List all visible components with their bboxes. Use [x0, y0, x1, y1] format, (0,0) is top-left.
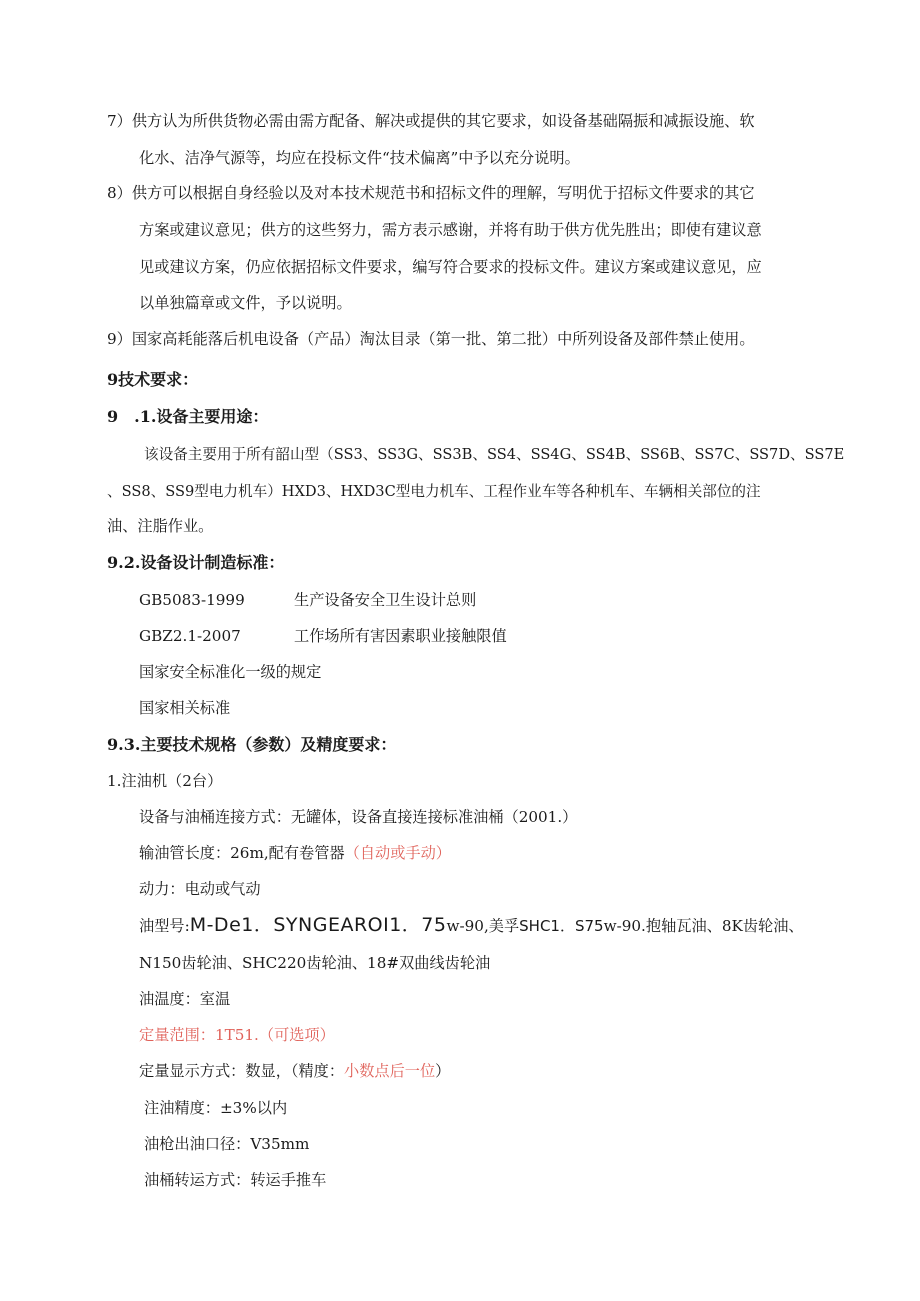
item-8-line-1: 8）供方可以根据自身经验以及对本技术规范书和招标文件的理解，写明优于招标文件要求的其它	[107, 184, 755, 202]
section-9-title: 9技术要求：	[107, 370, 199, 389]
oil-model-1: M-De1．SYNGEAROI1．75	[189, 914, 447, 936]
oil-grade-2: w-90.抱轴瓦油、8K齿轮油、	[603, 917, 804, 935]
spec-power: 动力：电动或气动	[139, 880, 261, 898]
spec-pipe-text: 输油管长度：26m,配有卷管器	[139, 844, 345, 862]
usage-line-2: 、SS8、SS9型电力机车）HXD3、HXD3C型电力机车、工程作业车等各种机车、车辆相关部位的注	[107, 483, 761, 500]
oil-model-2: SHC1．S75	[519, 917, 604, 935]
spec-accuracy: 注油精度：±3%以内	[144, 1099, 288, 1117]
standard-code: GBZ2.1-2007	[139, 627, 241, 645]
spec-pipe-length	[139, 843, 451, 863]
item-7-line-1: 7）供方认为所供货物必需由需方配备、解决或提供的其它要求，如设备基础隔振和减振设施、软	[107, 112, 755, 130]
oil-label: 油型号:	[139, 917, 190, 935]
spec-nozzle: 油枪出油口径：V35mm	[144, 1135, 310, 1153]
usage-line-1: 该设备主要用于所有韶山型（SS3、SS3G、SS3B、SS4、SS4G、SS4B、SS6B、SS7C、SS7D、SS7E	[144, 446, 845, 463]
display-mode-end: ）	[435, 1062, 451, 1080]
item-8-line-3: 见或建议方案，仍应依据招标文件要求，编写符合要求的投标文件。建议方案或建议意见，应	[139, 258, 762, 276]
standard-code: GB5083-1999	[139, 591, 245, 609]
machine-title: 1.注油机（2台）	[107, 772, 223, 790]
display-mode-text: 定量显示方式：数显，（精度：	[139, 1062, 345, 1080]
standard-row-3: 国家安全标准化一级的规定	[139, 663, 322, 681]
item-8-line-2: 方案或建议意见；供方的这些努力，需方表示感谢，并将有助于供方优先胜出；即使有建议意	[139, 221, 762, 239]
item-7-line-2: 化水、洁净气源等，均应在投标文件“技术偏离”中予以充分说明。	[139, 149, 580, 167]
spec-pipe-note: （自动或手动）	[344, 844, 451, 862]
spec-transport: 油桶转运方式：转运手推车	[144, 1171, 327, 1189]
standard-row-4: 国家相关标准	[139, 699, 231, 717]
section-9-3-title: 9.3.主要技术规格（参数）及精度要求：	[107, 735, 397, 754]
usage-line-3: 油、注脂作业。	[107, 517, 214, 535]
spec-dosing-range: 定量范围：1T51.（可选项）	[139, 1026, 335, 1044]
standard-row-2	[139, 626, 507, 646]
standard-name: 生产设备安全卫生设计总则	[294, 591, 477, 609]
standard-name: 工作场所有害因素职业接触限值	[294, 627, 507, 645]
section-9-1-title: 9 .1.设备主要用途：	[107, 407, 269, 426]
item-8-line-4: 以单独篇章或文件，予以说明。	[139, 294, 352, 312]
spec-connection: 设备与油桶连接方式：无罐体，设备直接连接标准油桶（2001.）	[139, 808, 578, 826]
spec-display-mode	[139, 1061, 450, 1081]
item-9-line-1: 9）国家高耗能落后机电设备（产品）淘汰目录（第一批、第二批）中所列设备及部件禁止使用。	[107, 330, 755, 348]
spec-oil-temperature: 油温度：室温	[139, 990, 231, 1008]
oil-grade-1: w-90,美孚	[446, 917, 520, 935]
section-9-2-title: 9.2.设备设计制造标准：	[107, 553, 285, 572]
spec-oil-types-line-2: N150齿轮油、SHC220齿轮油、18#双曲线齿轮油	[139, 954, 491, 972]
spec-oil-types	[139, 915, 804, 936]
display-precision: 小数点后一位	[344, 1062, 436, 1080]
standard-row-1	[139, 590, 476, 610]
